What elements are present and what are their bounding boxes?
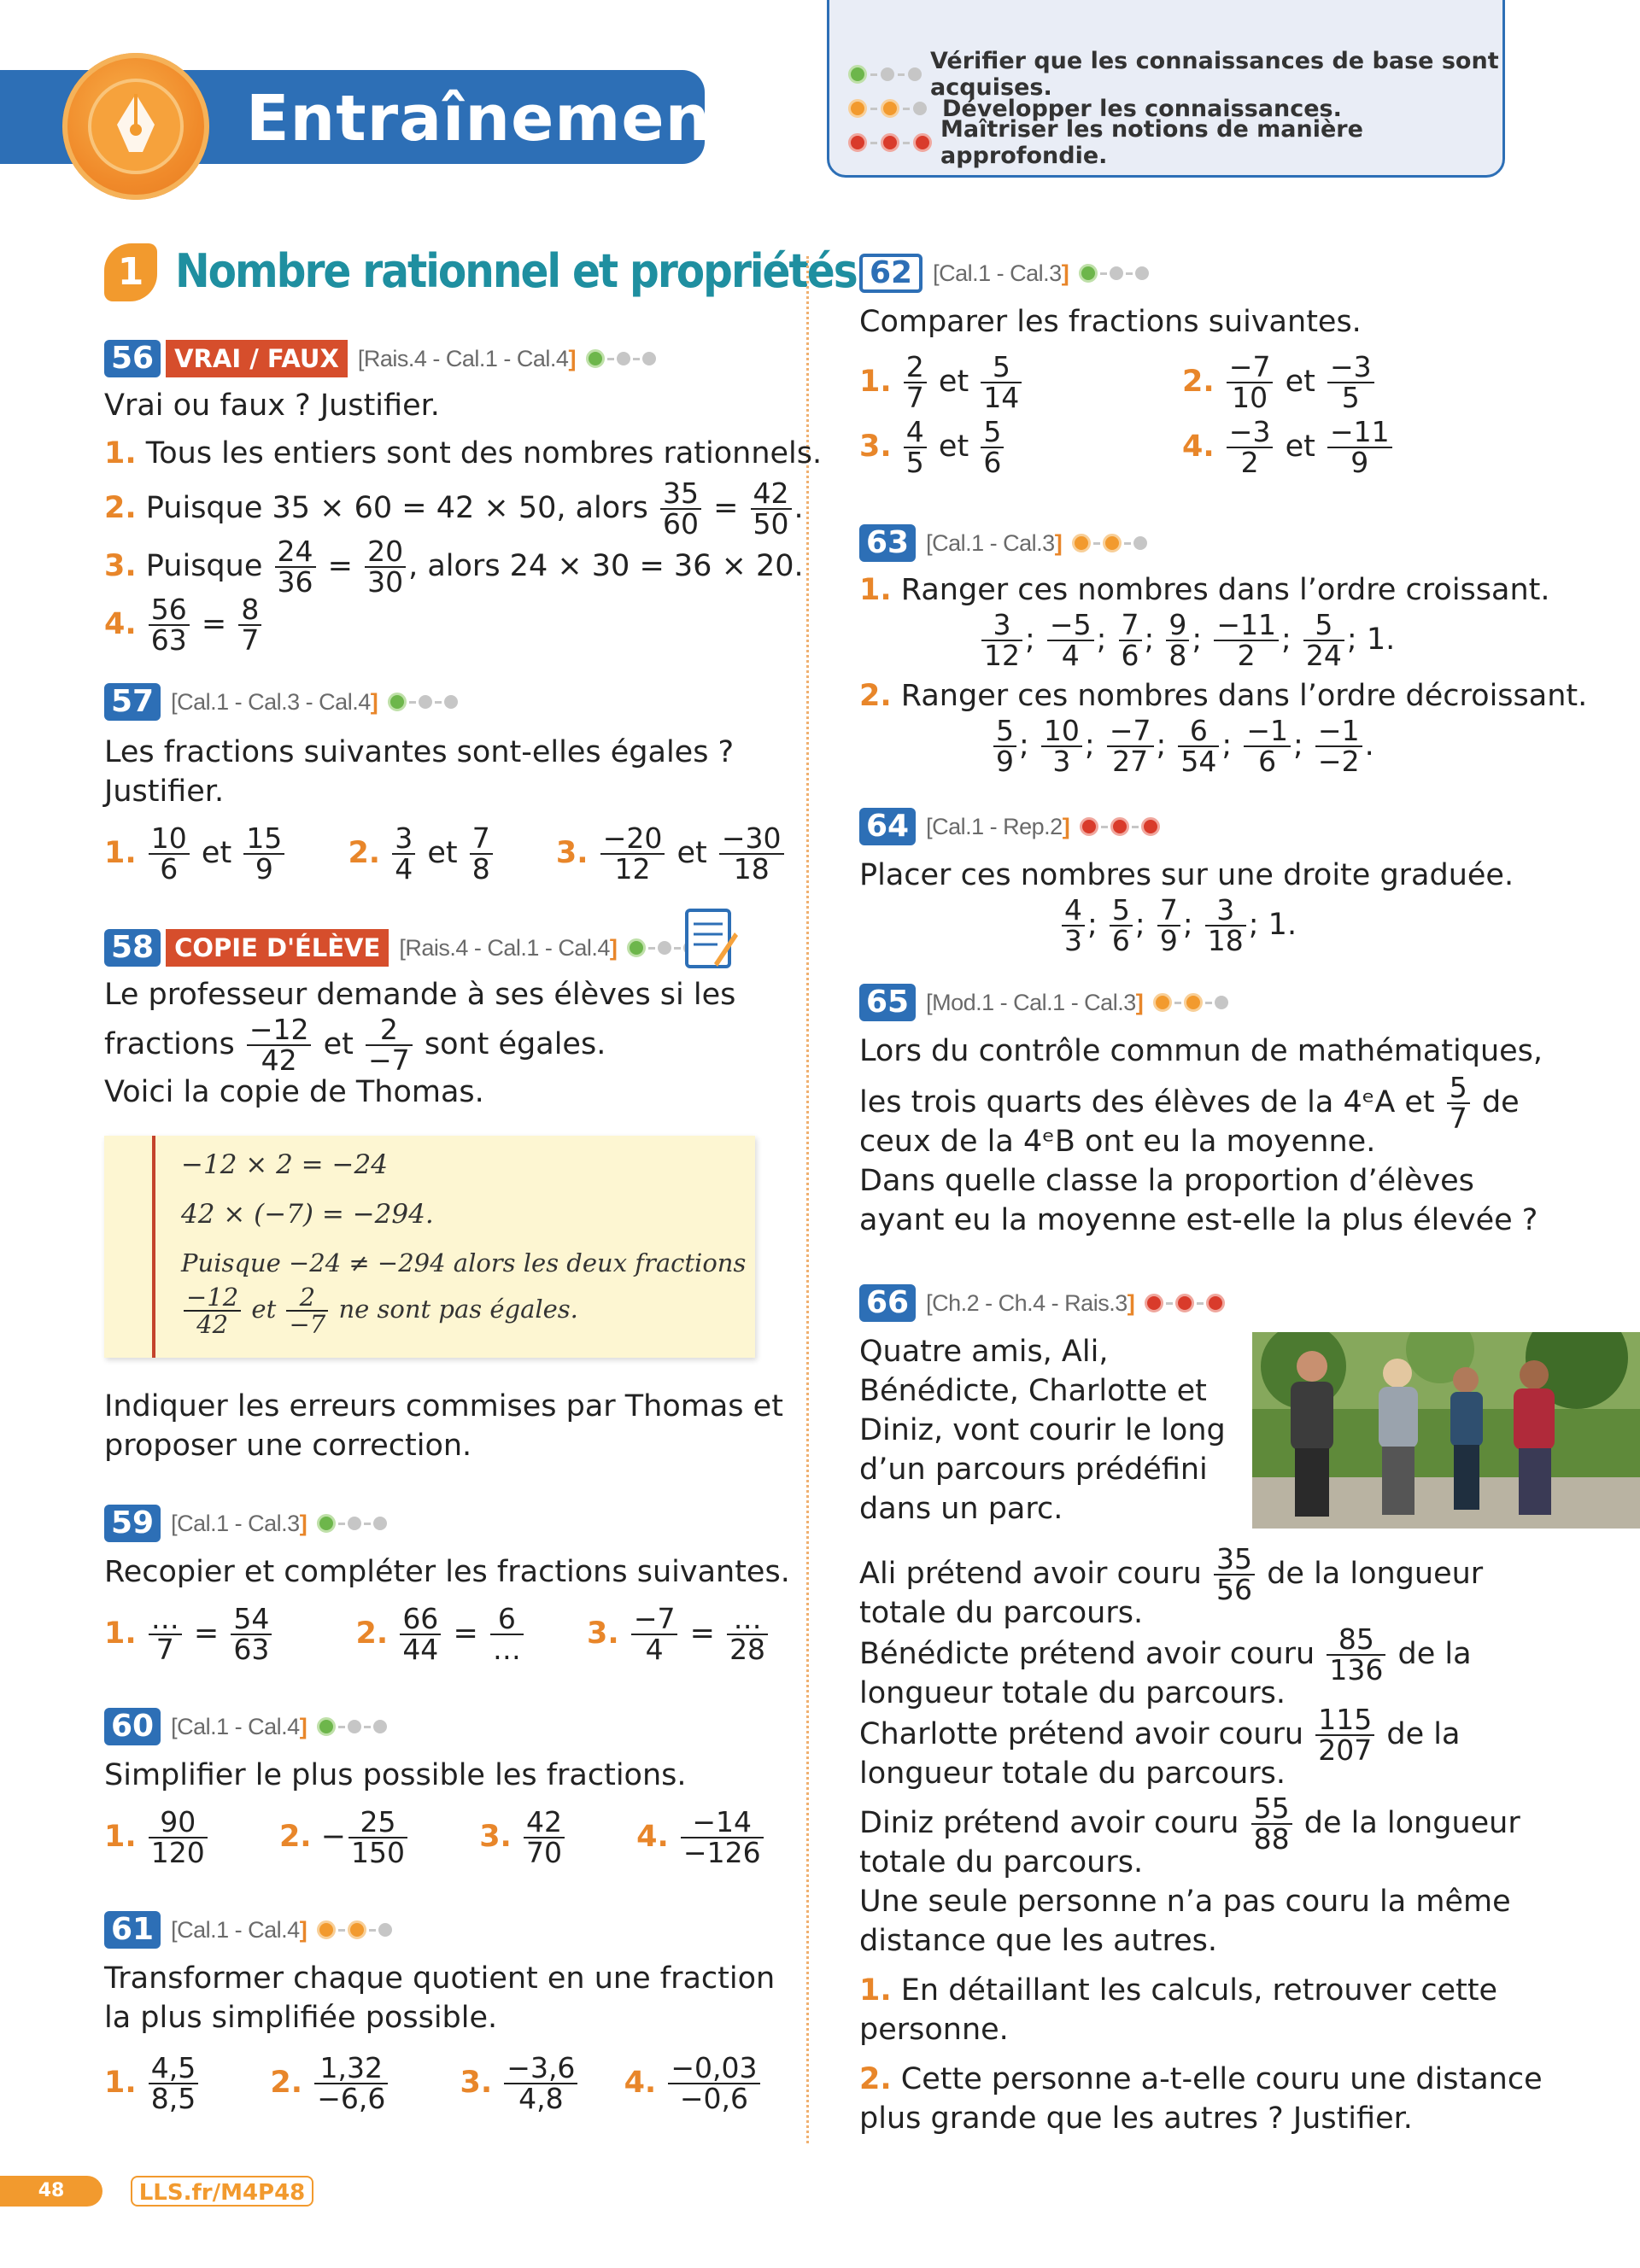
exercise-number: 61 [104, 1911, 161, 1949]
resource-link[interactable]: LLS.fr/M4P48 [131, 2176, 313, 2207]
skill-refs: Rais.4 - Cal.1 - Cal.4 [405, 934, 610, 961]
diniz-line: Diniz prétend avoir couru $\frac{55}{88}$ de la longueur [859, 1792, 1520, 1856]
text-line: Voici la copie de Thomas. [104, 1075, 484, 1109]
exercise-tag: VRAI / FAUX [166, 340, 348, 377]
skill-refs: Cal.1 - Cal.3 [939, 260, 1062, 286]
exercise-tag: COPIE D'ÉLÈVE [166, 929, 389, 967]
pen-nib-icon [88, 79, 184, 174]
exercise-number: 60 [104, 1708, 161, 1745]
instruction: Simplifier le plus possible les fractions. [104, 1758, 687, 1792]
exercise-57-header: 57 [Cal.1 - Cal.3 - Cal.4] [104, 681, 458, 722]
exercise-number: 58 [104, 929, 161, 967]
exercise-63-header: 63 [Cal.1 - Cal.3] [859, 523, 1147, 564]
item-1: 1. Tous les entiers sont des nombres rationnels. [104, 436, 823, 471]
item-3: 3. Puisque $\frac{24}{36}$ = $\frac{20}{30}$ , alors 24 × 30 = 36 × 20. [104, 535, 804, 599]
text-line: distance que les autres. [859, 1924, 1217, 1958]
instruction: Comparer les fractions suivantes. [859, 305, 1362, 339]
copy-margin-line [152, 1136, 155, 1358]
text-line: Indiquer les erreurs commises par Thomas et [104, 1389, 783, 1423]
exercise-number: 59 [104, 1505, 161, 1542]
difficulty-legend [827, 0, 1505, 178]
skill-refs: Cal.1 - Cal.3 [177, 1510, 300, 1536]
text-line: Bénédicte, Charlotte et [859, 1374, 1207, 1408]
text-line: la plus simplifiée possible. [104, 2001, 498, 2035]
items-row: 1. $\frac{2}{7}$ et $\frac{5}{14}$ [859, 350, 1024, 413]
skill-refs: Ch.2 - Ch.4 - Rais.3 [932, 1289, 1128, 1316]
notepad-icon [683, 907, 738, 973]
legend-level-3: Maîtriser les notions de manière approfondie. [940, 116, 1363, 169]
items-row: 1. $\frac{90}{120}$ 2. − $\frac{25}{150}$ 3. $\frac{42}{70}$ 4. $\frac{-14}{-126}$ [104, 1805, 766, 1868]
exercise-60-header: 60 [Cal.1 - Cal.4] [104, 1706, 387, 1747]
ali-line: Ali prétend avoir couru $\frac{35}{56}$ de la longueur [859, 1542, 1484, 1606]
legend-level-1: Vérifier que les connaissances de base sont acquises. [930, 48, 1499, 101]
copy-line-1: −12 × 2 = −24 [181, 1149, 388, 1180]
copy-line-4: $\frac{-12}{42}$ et $\frac{2}{-7}$ ne sont pas égales. [181, 1284, 578, 1337]
text-line: Lors du contrôle commun de mathématiques, [859, 1034, 1543, 1068]
exercise-number: 62 [859, 254, 922, 293]
skill-refs: Cal.1 - Cal.3 - Cal.4 [177, 688, 371, 715]
skill-refs: Cal.1 - Rep.2 [932, 813, 1063, 839]
items-row: 3. $\frac{4}{5}$ et $\frac{5}{6}$ [859, 415, 1006, 478]
charlotte-line-2: longueur totale du parcours. [859, 1757, 1286, 1791]
question-1-cont: personne. [859, 2013, 1009, 2047]
text-line: Quatre amis, Ali, [859, 1335, 1109, 1369]
exercise-number: 56 [104, 340, 161, 377]
exercise-61-header: 61 [Cal.1 - Cal.4] [104, 1909, 392, 1950]
runners-photo [1252, 1332, 1640, 1529]
text-line: Diniz, vont courir le long [859, 1413, 1226, 1447]
items-row: 1. $\frac{\dots}{7}$ = $\frac{54}{63}$ 2. $\frac{66}{44}$ = $\frac{6}{\dots}$ 3. $\frac{-7}{4}$ = $\frac{\dots}{28}$ [104, 1602, 770, 1665]
skill-refs: Mod.1 - Cal.1 - Cal.3 [932, 989, 1136, 1015]
skill-refs: Cal.1 - Cal.4 [177, 1713, 300, 1739]
items-row: 1. $\frac{10}{6}$ et $\frac{15}{9}$ 2. $\frac{3}{4}$ et $\frac{7}{8}$ 3. $\frac{-20}{12}$ et $\frac{-30}{18}$ [104, 821, 787, 885]
diniz-line-2: totale du parcours. [859, 1845, 1144, 1879]
question-1: 1. Ranger ces nombres dans l’ordre croissant. [859, 573, 1550, 607]
text-line: Le professeur demande à ses élèves si les [104, 978, 736, 1012]
instruction-2: Justifier. [104, 775, 225, 809]
legend-level-2: Développer les connaissances. [942, 95, 1342, 122]
instruction: Placer ces nombres sur une droite graduée. [859, 858, 1514, 892]
section-title: Nombre rationnel et propriétés [175, 244, 857, 298]
exercise-number: 57 [104, 683, 161, 721]
text-line: Dans quelle classe la proportion d’élèves [859, 1164, 1474, 1198]
instruction: Recopier et compléter les fractions suivantes. [104, 1555, 790, 1589]
question-2-cont: plus grande que les autres ? Justifier. [859, 2101, 1413, 2136]
items-row: 4. $\frac{-3}{2}$ et $\frac{-11}{9}$ [1182, 415, 1395, 478]
copy-line-3: Puisque −24 ≠ −294 alors les deux fractions [181, 1248, 747, 1277]
question-2: 2. Ranger ces nombres dans l’ordre décroissant. [859, 679, 1588, 713]
exercise-59-header: 59 [Cal.1 - Cal.3] [104, 1503, 387, 1544]
text-line: Transformer chaque quotient en une fraction [104, 1961, 776, 1996]
exercise-66-header: 66 [Ch.2 - Ch.4 - Rais.3] [859, 1283, 1225, 1324]
exercise-65-header: 65 [Mod.1 - Cal.1 - Cal.3] [859, 982, 1228, 1023]
question-2: 2. Cette personne a-t-elle couru une distance [859, 2062, 1543, 2096]
instruction: Vrai ou faux ? Justifier. [104, 389, 440, 423]
copy-line-2: 42 × (−7) = −294. [181, 1199, 434, 1230]
benedicte-line: Bénédicte prétend avoir couru $\frac{85}{136}$ de la [859, 1622, 1472, 1686]
exercise-58-header: 58 COPIE D'ÉLÈVE [Rais.4 - Cal.1 - Cal.4] [104, 927, 697, 968]
page-title: Entraînement [246, 82, 742, 155]
item-4: 4. $\frac{56}{63}$ = $\frac{8}{7}$ [104, 593, 264, 656]
number-list: $\frac{4}{3}$ ; $\frac{5}{6}$ ; $\frac{7}{9}$ ; $\frac{3}{18}$ ; 1. [1059, 893, 1297, 956]
text-line: ceux de la 4ᵉB ont eu la moyenne. [859, 1125, 1376, 1159]
items-row: 1. $\frac{4,5}{8,5}$ 2. $\frac{1,32}{-6,6}$ 3. $\frac{-3,6}{4,8}$ 4. $\frac{-0,03}{-0,6}$ [104, 2051, 763, 2114]
exercise-number: 66 [859, 1284, 916, 1322]
items-row: 2. $\frac{-7}{10}$ et $\frac{-3}{5}$ [1182, 350, 1377, 413]
exercise-64-header: 64 [Cal.1 - Rep.2] [859, 806, 1160, 847]
exercise-56-header: 56 VRAI / FAUX [Rais.4 - Cal.1 - Cal.4] [104, 338, 656, 379]
column-divider [806, 256, 809, 2143]
ali-line-2: totale du parcours. [859, 1596, 1144, 1630]
text-line: proposer une correction. [104, 1429, 472, 1463]
exercise-62-header: 62 [Cal.1 - Cal.3] [859, 253, 1149, 294]
number-list-2: $\frac{5}{9}$ ; $\frac{10}{3}$ ; $\frac{-7}{27}$ ; $\frac{6}{54}$ ; $\frac{-1}{6}$ ; $\frac{-1}{-2}$ . [991, 714, 1374, 777]
charlotte-line: Charlotte prétend avoir couru $\frac{115}{207}$ de la [859, 1703, 1461, 1767]
skill-refs: Cal.1 - Cal.3 [932, 529, 1055, 556]
text-line: d’un parcours prédéfini [859, 1453, 1208, 1487]
number-list-1: $\frac{3}{12}$ ; $\frac{-5}{4}$ ; $\frac{7}{6}$ ; $\frac{9}{8}$ ; $\frac{-11}{2}$ ; $\frac{5}{24}$ ; 1. [979, 608, 1395, 671]
page-number: 48 [0, 2176, 102, 2207]
text-line: Une seule personne n’a pas couru la même [859, 1885, 1511, 1919]
skill-refs: Cal.1 - Cal.4 [177, 1916, 300, 1943]
text-line: fractions $\frac{-12}{42}$ et $\frac{2}{-7}$ sont égales. [104, 1013, 606, 1077]
text-line: dans un parc. [859, 1492, 1063, 1526]
text-line: ayant eu la moyenne est-elle la plus élevée ? [859, 1203, 1538, 1237]
text-line: les trois quarts des élèves de la 4ᵉA et $\frac{5}{7}$ de [859, 1071, 1520, 1135]
exercise-number: 63 [859, 524, 916, 562]
instruction: Les fractions suivantes sont-elles égales ? [104, 735, 735, 769]
question-1: 1. En détaillant les calculs, retrouver cette [859, 1973, 1498, 2008]
exercise-number: 65 [859, 984, 916, 1021]
benedicte-line-2: longueur totale du parcours. [859, 1676, 1286, 1710]
section-number: 1 [104, 243, 157, 301]
exercise-number: 64 [859, 808, 916, 845]
item-2: 2. Puisque 35 × 60 = 42 × 50, alors $\frac{35}{60}$ = $\frac{42}{50}$ . [104, 476, 804, 541]
skill-refs: Rais.4 - Cal.1 - Cal.4 [363, 345, 569, 371]
